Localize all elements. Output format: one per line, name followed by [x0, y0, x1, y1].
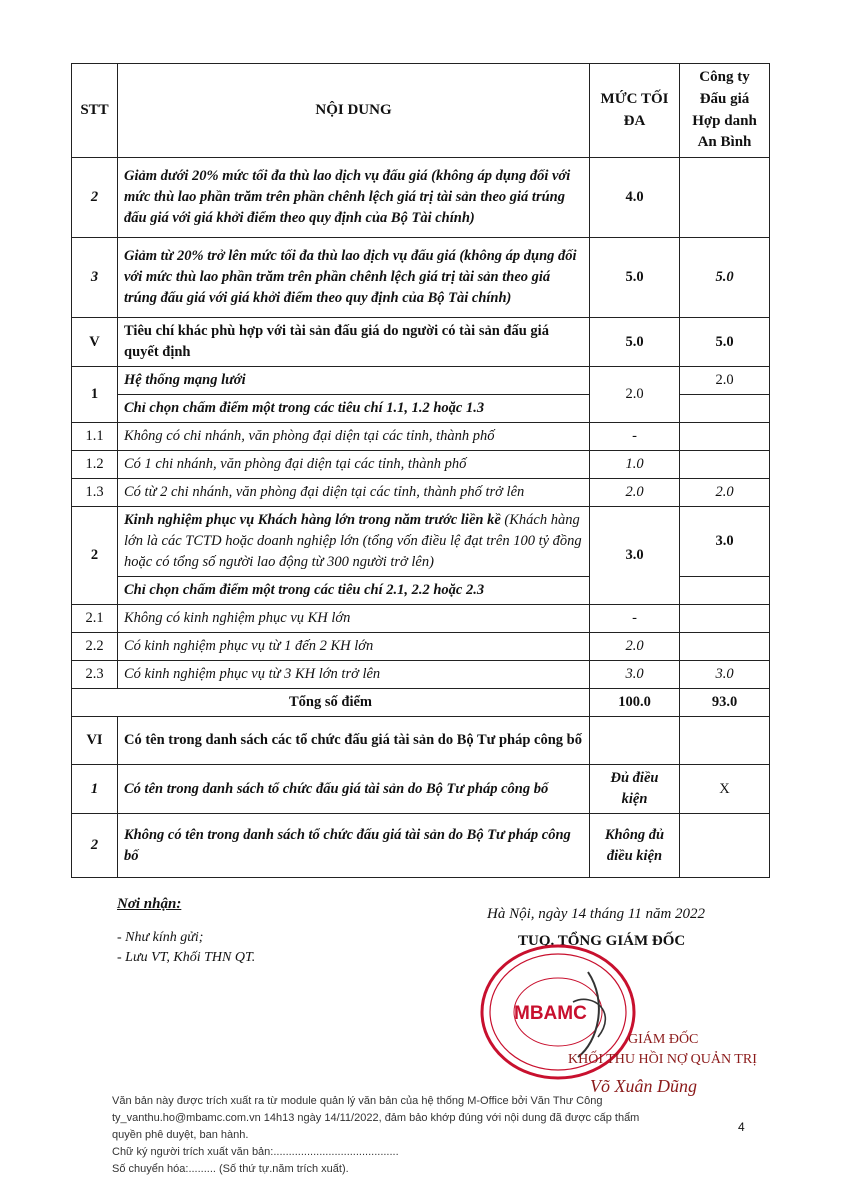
signer-name: Võ Xuân Dũng: [590, 1076, 697, 1096]
table-row: [72, 507, 770, 577]
recipient-item: - Lưu VT, Khối THN QT.: [117, 950, 256, 965]
recipients-title: Nơi nhận:: [117, 896, 182, 912]
row-max: 2.0: [590, 367, 680, 423]
row-company: [680, 158, 770, 238]
row-content: [118, 507, 590, 577]
table-header-row: [72, 64, 770, 158]
row-content: Có kinh nghiệm phục vụ từ 3 KH lớn trở lên: [118, 661, 590, 689]
row-stt: 3: [72, 238, 118, 318]
row-content: Tiêu chí khác phù hợp với tài sản đấu giá do người có tài sản đấu giá quyết định: [118, 318, 590, 367]
row-content: Có từ 2 chi nhánh, văn phòng đại diện tại các tỉnh, thành phố trở lên: [118, 479, 590, 507]
table-row: [72, 605, 770, 633]
table-row: [72, 318, 770, 367]
row-stt: 1.2: [72, 451, 118, 479]
row-stt: VI: [72, 717, 118, 765]
row-company: 5.0: [680, 318, 770, 367]
total-row: [72, 689, 770, 717]
total-label: Tổng số điểm: [72, 689, 590, 717]
row-content: Giảm từ 20% trở lên mức tối đa thù lao dịch vụ đấu giá (không áp dụng đối với mức thù lao phần trăm trên phần chênh lệch giá trị tài sản theo giá trúng đấu giá với giá khởi điểm theo quy định của Bộ Tài chính): [118, 238, 590, 318]
row-max: 5.0: [590, 238, 680, 318]
header-company: Công ty Đấu giá Hợp danh An Bình: [680, 64, 770, 158]
row-stt: 1.1: [72, 423, 118, 451]
row-company: [680, 717, 770, 765]
row-company: 5.0: [680, 238, 770, 318]
row-max: 3.0: [590, 661, 680, 689]
row-stt: V: [72, 318, 118, 367]
row-content: Có kinh nghiệm phục vụ từ 1 đến 2 KH lớn: [118, 633, 590, 661]
table-row: [72, 238, 770, 318]
table-row: [72, 765, 770, 814]
row-company: [680, 633, 770, 661]
place-date: Hà Nội, ngày 14 tháng 11 năm 2022: [487, 906, 706, 922]
row-stt: 2.3: [72, 661, 118, 689]
row-content-italic: (Khách hàng lớn là các TCTD hoặc doanh nghiệp lớn (tổng vốn điều lệ đạt trên 100 tỷ đồng hoặc có tổng số người lao động từ 300 người trở lên): [124, 512, 582, 571]
row-stt: 2: [72, 814, 118, 878]
total-max: 100.0: [590, 689, 680, 717]
row-company: [680, 451, 770, 479]
row-company-empty: [680, 577, 770, 605]
row-subcontent: Chỉ chọn chấm điểm một trong các tiêu chí 1.1, 1.2 hoặc 1.3: [118, 395, 590, 423]
row-content: Không có kinh nghiệm phục vụ KH lớn: [118, 605, 590, 633]
row-content: Có tên trong danh sách các tổ chức đấu giá tài sản do Bộ Tư pháp công bố: [118, 717, 590, 765]
row-max: Đủ điều kiện: [590, 765, 680, 814]
row-stt: 1.3: [72, 479, 118, 507]
scoring-table: [71, 63, 770, 878]
row-max: 4.0: [590, 158, 680, 238]
row-company-empty: [680, 395, 770, 423]
row-content: Giảm dưới 20% mức tối đa thù lao dịch vụ đấu giá (không áp dụng đối với mức thù lao phần trăm trên phần chênh lệch giá trị tài sản theo giá trúng đấu giá với giá khởi điểm theo quy định của Bộ Tài chính): [118, 158, 590, 238]
row-company: X: [680, 765, 770, 814]
header-content: NỘI DUNG: [118, 64, 590, 158]
signer-role-line2: KHỐI THU HỒI NỢ QUẢN TRỊ: [568, 1052, 757, 1067]
table-row: [72, 633, 770, 661]
row-max: 2.0: [590, 633, 680, 661]
header-stt: STT: [72, 64, 118, 158]
footer-line: Số chuyển hóa:......... (Số thứ tự.năm trích xuất).: [112, 1163, 349, 1176]
row-max: -: [590, 423, 680, 451]
row-company: 3.0: [680, 661, 770, 689]
row-stt: 1: [72, 367, 118, 423]
table-row: [72, 717, 770, 765]
row-content: Có 1 chi nhánh, văn phòng đại diện tại các tỉnh, thành phố: [118, 451, 590, 479]
footer-line: ty_vanthu.ho@mbamc.com.vn 14h13 ngày 14/11/2022, đảm bảo khớp đúng với nội dung đã được cấp thẩm: [112, 1112, 640, 1125]
stamp-logo: MBAMC: [514, 1003, 587, 1024]
header-max: MỨC TỐI ĐA: [590, 64, 680, 158]
row-stt: 2.1: [72, 605, 118, 633]
row-company: 2.0: [680, 479, 770, 507]
footer-line: Chữ ký người trích xuất văn bản:.........................................: [112, 1146, 399, 1159]
row-stt: 1: [72, 765, 118, 814]
page-number: 4: [738, 1120, 745, 1134]
table-row: [72, 158, 770, 238]
table-row: [72, 479, 770, 507]
signer-role-line1: GIÁM ĐỐC: [628, 1032, 699, 1047]
row-content: Không có tên trong danh sách tổ chức đấu giá tài sản do Bộ Tư pháp công bố: [118, 814, 590, 878]
row-max: 2.0: [590, 479, 680, 507]
row-content: Hệ thống mạng lưới: [118, 367, 590, 395]
row-company: [680, 814, 770, 878]
row-max: Không đủ điều kiện: [590, 814, 680, 878]
row-content: Có tên trong danh sách tổ chức đấu giá tài sản do Bộ Tư pháp công bố: [118, 765, 590, 814]
table-row: [72, 451, 770, 479]
row-company: [680, 605, 770, 633]
row-company: [680, 423, 770, 451]
table-row: [72, 367, 770, 395]
signature-title: TUQ. TỔNG GIÁM ĐỐC: [518, 933, 686, 949]
row-content: Không có chi nhánh, văn phòng đại diện tại các tỉnh, thành phố: [118, 423, 590, 451]
footer-line: Văn bản này được trích xuất ra từ module quản lý văn bản của hệ thống M-Office bởi Văn Thư Công: [112, 1095, 603, 1107]
row-max: 5.0: [590, 318, 680, 367]
row-subcontent: Chỉ chọn chấm điểm một trong các tiêu chí 2.1, 2.2 hoặc 2.3: [118, 577, 590, 605]
row-max: 3.0: [590, 507, 680, 605]
row-stt: 2: [72, 507, 118, 605]
total-company: 93.0: [680, 689, 770, 717]
table-row: [72, 814, 770, 878]
recipient-item: - Như kính gửi;: [117, 930, 204, 945]
row-stt: 2.2: [72, 633, 118, 661]
row-max: -: [590, 605, 680, 633]
row-content-bold: Kinh nghiệm phục vụ Khách hàng lớn trong năm trước liền kề: [124, 512, 501, 529]
row-stt: 2: [72, 158, 118, 238]
row-company: 2.0: [680, 367, 770, 395]
row-max: 1.0: [590, 451, 680, 479]
table-row: [72, 661, 770, 689]
table-row: [72, 423, 770, 451]
extraction-footer: [112, 1093, 712, 1178]
footer-line: quyền phê duyệt, ban hành.: [112, 1129, 249, 1142]
row-company: 3.0: [680, 507, 770, 577]
row-max: [590, 717, 680, 765]
